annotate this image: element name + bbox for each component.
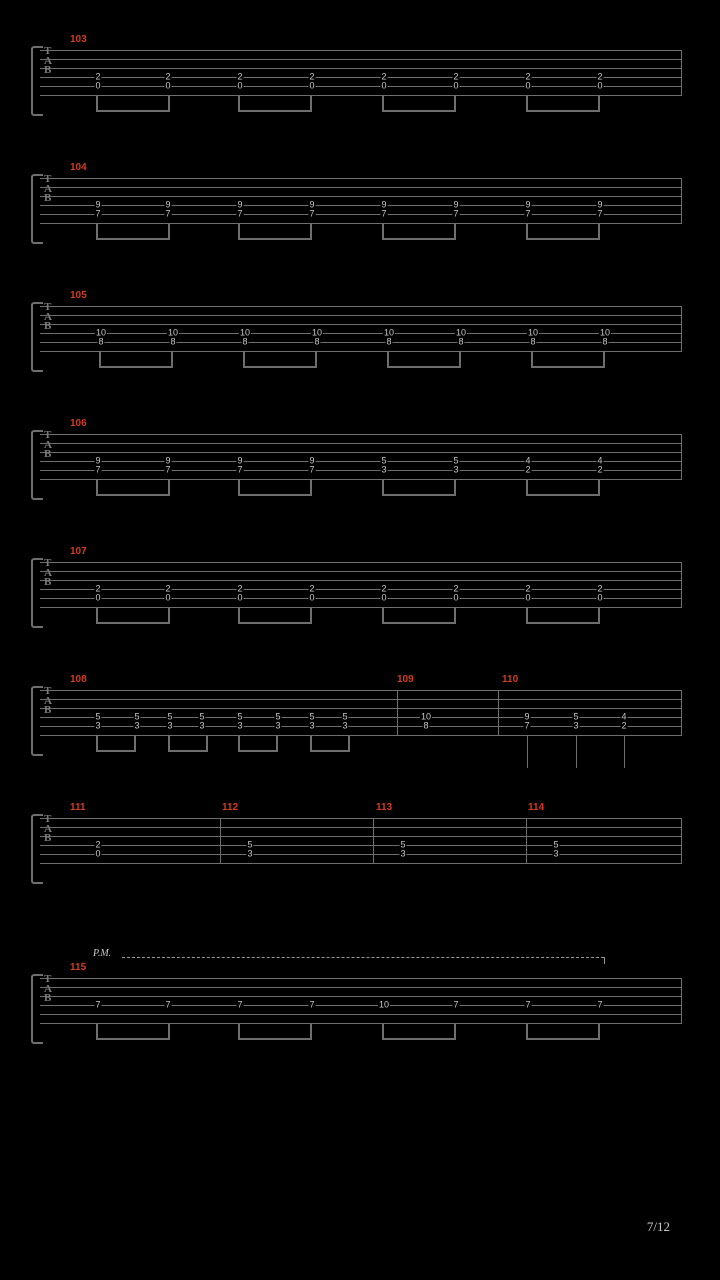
fret-number: 5 [553,839,559,850]
beam-group [382,1024,456,1040]
fret-number: 5 [167,711,173,722]
end-barline [681,50,682,96]
fret-number: 7 [237,464,243,475]
barline [220,818,221,864]
tab-clef-letter: A [44,694,52,707]
tab-clef-letter: B [44,832,51,845]
fret-number: 10 [455,327,467,338]
fret-number: 5 [275,711,281,722]
staff-line [40,845,682,846]
fret-number: 7 [95,464,101,475]
tab-staff [40,818,682,866]
fret-number: 4 [621,711,627,722]
tab-clef-letter: A [44,182,52,195]
fret-number: 10 [527,327,539,338]
fret-number: 10 [420,711,432,722]
fret-number: 3 [342,720,348,731]
fret-number: 0 [597,80,603,91]
fret-number: 0 [309,592,315,603]
tab-clef-letter: B [44,448,51,461]
tab-clef-letter: A [44,822,52,835]
fret-number: 3 [275,720,281,731]
fret-number: 0 [309,80,315,91]
measure-number: 113 [376,802,393,813]
fret-number: 8 [314,336,320,347]
beam-group [526,96,600,112]
fret-number: 7 [597,999,603,1010]
fret-number: 2 [309,583,315,594]
fret-number: 5 [199,711,205,722]
barline [397,690,398,736]
beam-group [531,352,605,368]
fret-number: 9 [165,455,171,466]
fret-number: 5 [453,455,459,466]
barline [373,818,374,864]
tab-clef [44,815,58,844]
tab-clef-letter: T [44,301,51,313]
end-barline [681,978,682,1024]
fret-number: 9 [309,455,315,466]
fret-number: 9 [165,199,171,210]
fret-number: 2 [597,71,603,82]
beam-group [96,224,170,240]
measure-number: 115 [70,962,87,973]
staff-line [40,324,682,325]
fret-number: 2 [597,583,603,594]
fret-number: 0 [381,80,387,91]
beam-group [382,96,456,112]
measure-number: 105 [70,290,87,301]
tab-clef-letter: T [44,557,51,569]
measure-number: 112 [222,802,239,813]
staff-line [40,708,682,709]
measure-number: 108 [70,674,87,685]
note-stem [576,736,577,768]
tab-clef-letter: T [44,813,51,825]
fret-number: 5 [95,711,101,722]
beam-group [96,96,170,112]
fret-number: 2 [525,464,531,475]
end-barline [681,434,682,480]
barline [498,690,499,736]
fret-number: 2 [95,71,101,82]
note-stem [624,736,625,768]
tab-staff [40,306,682,354]
staff-line [40,699,682,700]
fret-number: 7 [237,208,243,219]
tab-staff [40,978,682,1026]
staff-line [40,978,682,979]
staff-line [40,827,682,828]
staff-line [40,68,682,69]
beam-group [96,608,170,624]
fret-number: 2 [95,839,101,850]
staff-line [40,996,682,997]
fret-number: 8 [98,336,104,347]
palm-mute-line [122,957,604,958]
tab-clef-letter: B [44,320,51,333]
tab-clef-letter: B [44,704,51,717]
beam-group [238,736,278,752]
fret-number: 9 [95,199,101,210]
tab-clef-letter: B [44,576,51,589]
staff-line [40,187,682,188]
fret-number: 2 [453,583,459,594]
staff-line [40,1014,682,1015]
staff-line [40,443,682,444]
fret-number: 7 [165,464,171,475]
beam-group [96,480,170,496]
end-barline [681,562,682,608]
fret-number: 3 [237,720,243,731]
tab-clef [44,559,58,588]
staff-line [40,178,682,179]
fret-number: 3 [453,464,459,475]
fret-number: 5 [400,839,406,850]
fret-number: 7 [309,464,315,475]
fret-number: 7 [165,208,171,219]
fret-number: 2 [309,71,315,82]
staff-line [40,205,682,206]
tab-clef-letter: T [44,973,51,985]
palm-mute-end-tick [604,957,605,964]
fret-number: 3 [134,720,140,731]
fret-number: 0 [165,80,171,91]
tab-clef [44,303,58,332]
fret-number: 0 [95,848,101,859]
fret-number: 9 [525,199,531,210]
fret-number: 7 [165,999,171,1010]
fret-number: 5 [247,839,253,850]
fret-number: 9 [237,199,243,210]
fret-number: 3 [553,848,559,859]
staff-line [40,987,682,988]
fret-number: 2 [597,464,603,475]
fret-number: 0 [165,592,171,603]
fret-number: 8 [423,720,429,731]
fret-number: 5 [237,711,243,722]
fret-number: 8 [458,336,464,347]
fret-number: 2 [525,71,531,82]
staff-line [40,452,682,453]
tab-staff [40,178,682,226]
tab-clef [44,975,58,1004]
fret-number: 7 [524,720,530,731]
tab-clef-letter: T [44,45,51,57]
staff-line [40,836,682,837]
tab-clef [44,175,58,204]
fret-number: 9 [309,199,315,210]
fret-number: 7 [525,999,531,1010]
fret-number: 5 [134,711,140,722]
staff-line [40,470,682,471]
fret-number: 10 [239,327,251,338]
staff-line [40,598,682,599]
measure-number: 110 [502,674,519,685]
fret-number: 8 [170,336,176,347]
measure-number: 114 [528,802,545,813]
staff-line [40,571,682,572]
beam-group [526,1024,600,1040]
staff-line [40,863,682,864]
beam-group [168,736,208,752]
fret-number: 0 [95,80,101,91]
fret-number: 7 [309,999,315,1010]
end-barline [681,690,682,736]
fret-number: 2 [381,583,387,594]
fret-number: 7 [525,208,531,219]
fret-number: 2 [237,71,243,82]
fret-number: 8 [242,336,248,347]
beam-group [243,352,317,368]
page-number: 7/12 [646,1219,670,1234]
fret-number: 0 [95,592,101,603]
staff-line [40,1005,682,1006]
fret-number: 5 [381,455,387,466]
fret-number: 2 [165,583,171,594]
tab-clef-letter: A [44,54,52,67]
fret-number: 8 [530,336,536,347]
fret-number: 4 [597,455,603,466]
fret-number: 4 [525,455,531,466]
staff-line [40,580,682,581]
fret-number: 3 [573,720,579,731]
fret-number: 3 [199,720,205,731]
beam-group [238,480,312,496]
end-barline [681,178,682,224]
fret-number: 3 [309,720,315,731]
fret-number: 0 [525,80,531,91]
fret-number: 0 [525,592,531,603]
fret-number: 2 [237,583,243,594]
tab-clef-letter: T [44,429,51,441]
fret-number: 7 [237,999,243,1010]
beam-group [310,736,350,752]
end-barline [681,818,682,864]
fret-number: 2 [621,720,627,731]
measure-number: 107 [70,546,87,557]
beam-group [526,608,600,624]
fret-number: 0 [381,592,387,603]
tab-staff [40,50,682,98]
beam-group [96,736,136,752]
measure-number: 106 [70,418,87,429]
beam-group [382,224,456,240]
fret-number: 10 [95,327,107,338]
fret-number: 0 [453,592,459,603]
fret-number: 10 [311,327,323,338]
beam-group [99,352,173,368]
fret-number: 2 [453,71,459,82]
measure-number: 104 [70,162,87,173]
beam-group [238,96,312,112]
fret-number: 2 [381,71,387,82]
staff-line [40,562,682,563]
fret-number: 8 [602,336,608,347]
fret-number: 2 [95,583,101,594]
beam-group [526,224,600,240]
beam-group [526,480,600,496]
staff-line [40,461,682,462]
tab-clef [44,47,58,76]
fret-number: 9 [237,455,243,466]
fret-number: 7 [453,208,459,219]
fret-number: 3 [247,848,253,859]
end-barline [681,306,682,352]
staff-line [40,214,682,215]
staff-line [40,50,682,51]
tab-clef-letter: T [44,685,51,697]
tab-clef [44,687,58,716]
fret-number: 7 [597,208,603,219]
fret-number: 0 [237,80,243,91]
fret-number: 5 [309,711,315,722]
fret-number: 9 [524,711,530,722]
fret-number: 7 [453,999,459,1010]
fret-number: 5 [573,711,579,722]
fret-number: 2 [165,71,171,82]
beam-group [382,608,456,624]
staff-line [40,59,682,60]
staff-line [40,315,682,316]
fret-number: 9 [95,455,101,466]
tab-clef-letter: B [44,992,51,1005]
staff-line [40,690,682,691]
fret-number: 10 [167,327,179,338]
fret-number: 0 [237,592,243,603]
fret-number: 3 [400,848,406,859]
fret-number: 7 [95,999,101,1010]
tab-clef-letter: T [44,173,51,185]
fret-number: 7 [309,208,315,219]
fret-number: 8 [386,336,392,347]
tab-staff [40,562,682,610]
fret-number: 3 [167,720,173,731]
staff-line [40,306,682,307]
tab-clef-letter: A [44,982,52,995]
fret-number: 10 [599,327,611,338]
beam-group [382,480,456,496]
staff-line [40,86,682,87]
beam-group [238,1024,312,1040]
staff-line [40,77,682,78]
fret-number: 9 [381,199,387,210]
beam-group [96,1024,170,1040]
fret-number: 0 [453,80,459,91]
palm-mute-label: P.M. [93,948,112,959]
staff-line [40,434,682,435]
tab-clef-letter: A [44,310,52,323]
beam-group [387,352,461,368]
fret-number: 9 [597,199,603,210]
fret-number: 9 [453,199,459,210]
staff-line [40,333,682,334]
measure-number: 109 [397,674,414,685]
tab-clef-letter: A [44,438,52,451]
tab-clef-letter: B [44,64,51,77]
beam-group [238,224,312,240]
staff-line [40,818,682,819]
measure-number: 111 [70,802,86,813]
tab-clef-letter: B [44,192,51,205]
tab-clef [44,431,58,460]
fret-number: 5 [342,711,348,722]
note-stem [527,736,528,768]
fret-number: 3 [95,720,101,731]
fret-number: 2 [525,583,531,594]
staff-line [40,735,682,736]
fret-number: 10 [378,999,390,1010]
tab-staff [40,434,682,482]
fret-number: 7 [95,208,101,219]
measure-number: 103 [70,34,87,45]
staff-line [40,589,682,590]
staff-line [40,196,682,197]
staff-line [40,854,682,855]
fret-number: 0 [597,592,603,603]
staff-line [40,342,682,343]
fret-number: 7 [381,208,387,219]
barline [526,818,527,864]
tab-clef-letter: A [44,566,52,579]
fret-number: 3 [381,464,387,475]
fret-number: 10 [383,327,395,338]
beam-group [238,608,312,624]
